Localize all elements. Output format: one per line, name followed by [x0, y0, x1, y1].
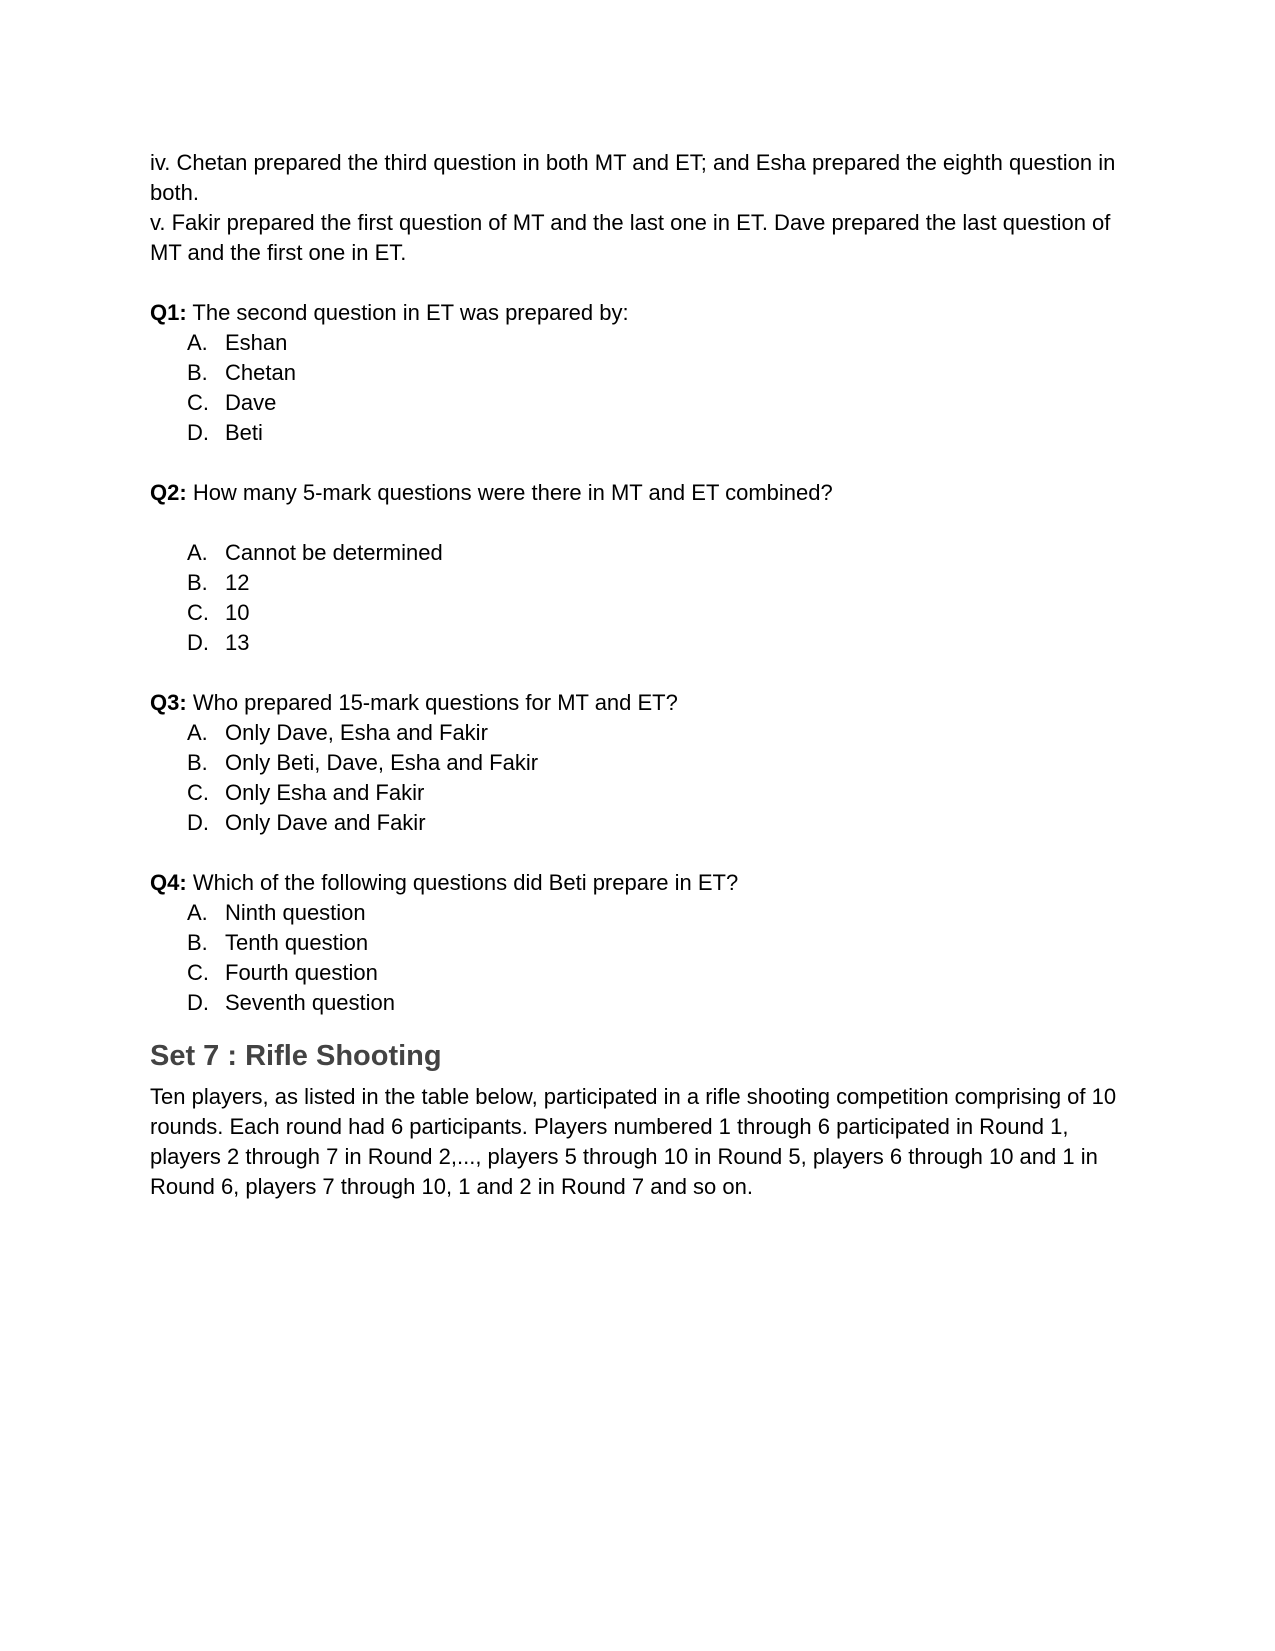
question-block-q2 — [150, 478, 1140, 658]
option-q2-d — [150, 628, 1140, 658]
options-list-q1 — [150, 328, 1140, 448]
option-text: Eshan — [225, 330, 288, 355]
spacer — [150, 268, 1140, 298]
option-letter: A. — [187, 540, 208, 565]
question-label: Q4: — [150, 870, 187, 895]
option-q1-c — [150, 388, 1140, 418]
option-text: Seventh question — [225, 990, 396, 1015]
option-letter: C. — [187, 780, 209, 805]
option-text: Dave — [225, 390, 277, 415]
option-q2-c — [150, 598, 1140, 628]
option-letter: D. — [187, 990, 209, 1015]
spacer — [150, 838, 1140, 868]
option-q4-a — [150, 898, 1140, 928]
option-letter: C. — [187, 390, 209, 415]
question-block-q4 — [150, 868, 1140, 1018]
question-text: The second question in ET was prepared by: — [192, 300, 629, 325]
option-letter: D. — [187, 630, 209, 655]
option-text: Only Esha and Fakir — [225, 780, 425, 805]
question-q4 — [150, 868, 1140, 898]
option-text: 10 — [225, 600, 250, 625]
question-q1 — [150, 298, 1140, 328]
option-text: Only Dave and Fakir — [225, 810, 426, 835]
question-text: How many 5-mark questions were there in MT and ET combined? — [192, 480, 833, 505]
option-q4-c — [150, 958, 1140, 988]
question-block-q1 — [150, 298, 1140, 448]
option-text: 13 — [225, 630, 250, 655]
option-q1-b — [150, 358, 1140, 388]
option-q3-a — [150, 718, 1140, 748]
option-letter: D. — [187, 810, 209, 835]
question-label: Q1: — [150, 300, 187, 325]
option-letter: A. — [187, 330, 208, 355]
option-letter: B. — [187, 930, 208, 955]
option-q4-d — [150, 988, 1140, 1018]
option-text: Fourth question — [225, 960, 378, 985]
section-heading: Set 7 : Rifle Shooting — [150, 1040, 442, 1072]
option-q2-a — [150, 538, 1140, 568]
option-letter: C. — [187, 960, 209, 985]
option-letter: A. — [187, 900, 208, 925]
question-label: Q3: — [150, 690, 187, 715]
question-q3 — [150, 688, 1140, 718]
spacer — [150, 1018, 1140, 1032]
condition-v: v. Fakir prepared the first question of MT and the last one in ET. Dave prepared the last question of MT and the first one in ET. — [150, 210, 1111, 265]
option-letter: C. — [187, 600, 209, 625]
option-letter: B. — [187, 360, 208, 385]
question-text: Which of the following questions did Beti prepare in ET? — [192, 870, 739, 895]
option-q1-d — [150, 418, 1140, 448]
option-text: Chetan — [225, 360, 296, 385]
question-q2 — [150, 478, 1140, 508]
option-text: 12 — [225, 570, 250, 595]
option-q3-c — [150, 778, 1140, 808]
option-text: Cannot be determined — [225, 540, 443, 565]
option-q1-a — [150, 328, 1140, 358]
question-text: Who prepared 15-mark questions for MT and ET? — [192, 690, 678, 715]
question-label: Q2: — [150, 480, 187, 505]
option-text: Only Beti, Dave, Esha and Fakir — [225, 750, 539, 775]
option-text: Ninth question — [225, 900, 366, 925]
spacer — [150, 508, 1140, 538]
spacer — [150, 658, 1140, 688]
option-q3-b — [150, 748, 1140, 778]
option-text: Only Dave, Esha and Fakir — [225, 720, 488, 745]
option-text: Tenth question — [225, 930, 369, 955]
condition-iv: iv. Chetan prepared the third question in both MT and ET; and Esha prepared the eighth question in both. — [150, 150, 1116, 205]
option-letter: B. — [187, 570, 208, 595]
options-list-q4 — [150, 898, 1140, 1018]
question-block-q3 — [150, 688, 1140, 838]
option-text: Beti — [225, 420, 263, 445]
option-letter: B. — [187, 750, 208, 775]
document-page — [150, 148, 1140, 1202]
option-letter: D. — [187, 420, 209, 445]
set-description: Ten players, as listed in the table below, participated in a rifle shooting competition comprising of 10 rounds. Each round had 6 participants. Players numbered 1 through 6 participated in Round 1, players 2 through 7 in Round 2,..., players 5 through 10 in Round 5, players 6 through 10 and 1 in Round 6, players 7 through 10, 1 and 2 in Round 7 and so on. — [150, 1084, 1117, 1199]
spacer — [150, 448, 1140, 478]
option-q4-b — [150, 928, 1140, 958]
option-letter: A. — [187, 720, 208, 745]
options-list-q3 — [150, 718, 1140, 838]
option-q3-d — [150, 808, 1140, 838]
options-list-q2 — [150, 538, 1140, 658]
option-q2-b — [150, 568, 1140, 598]
